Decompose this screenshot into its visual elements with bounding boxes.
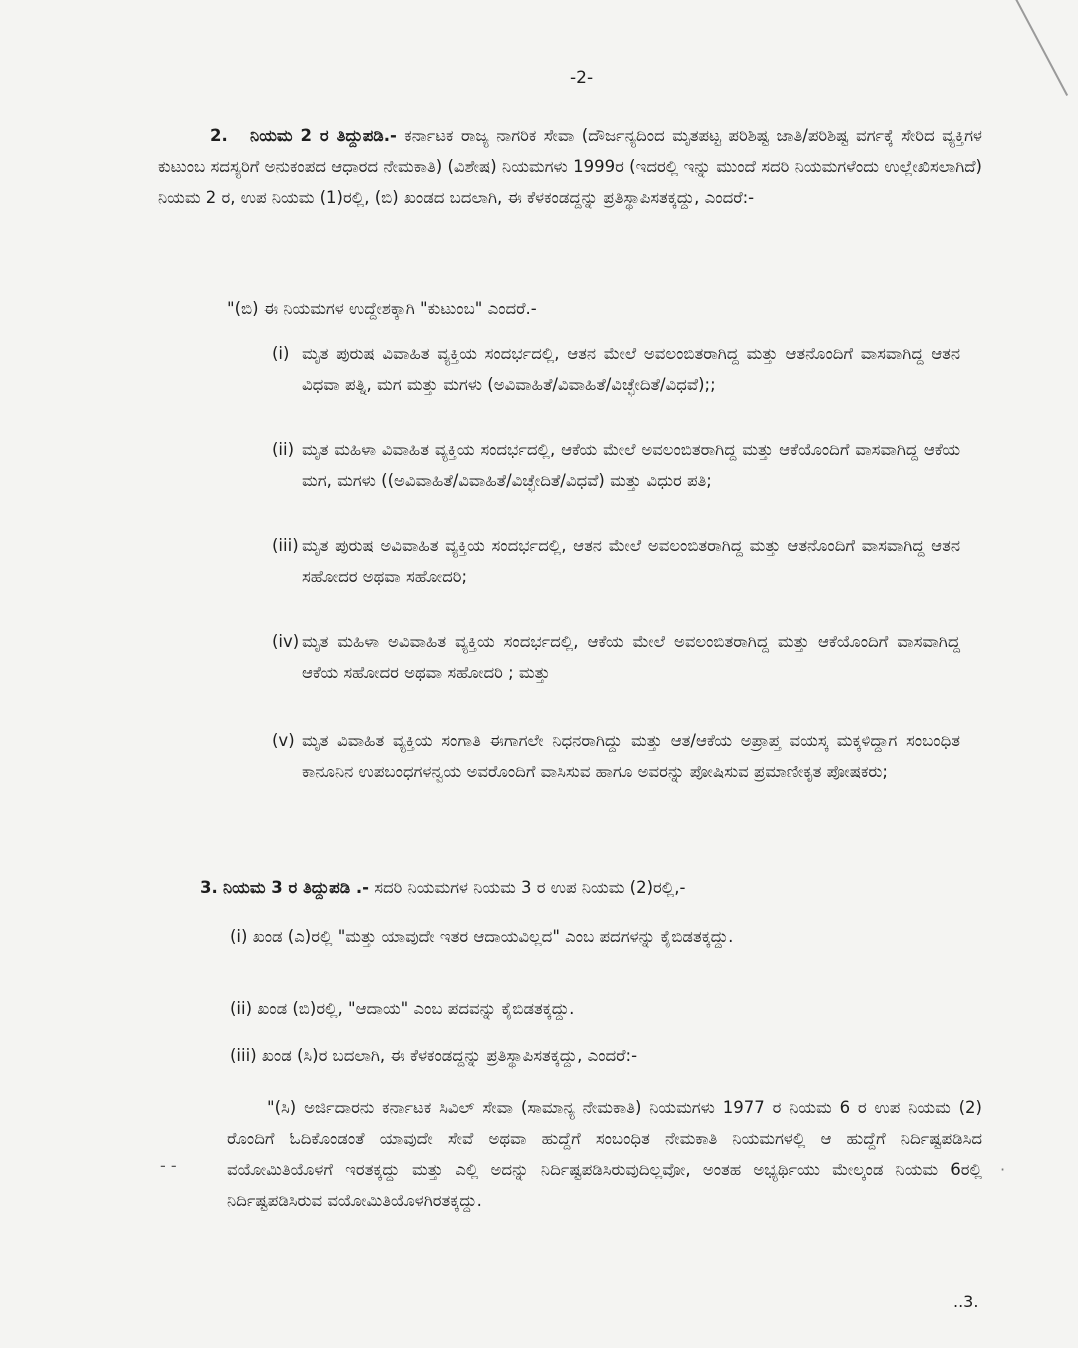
section-3-item-iii: (iii) ಖಂಡ (ಸಿ)ರ ಬದಲಾಗಿ, ಈ ಕೆಳಕಂಡದ್ದನ್ನು ಪ್ರತಿಸ್ಥಾಪಿಸತಕ್ಕದ್ದು, ಎಂದರೆ:- [230,1046,638,1065]
section-3-number: 3. [200,878,218,897]
list-item [272,530,960,623]
list-item [272,434,960,527]
section-3-heading: ನಿಯಮ 3 ರ ತಿದ್ದುಪಡಿ .- [223,878,369,897]
section-2-number: 2. [210,126,228,145]
list-item [272,725,960,849]
list-item-marker: (iii) [272,536,299,555]
list-item [272,338,960,431]
list-item [272,626,960,719]
margin-mark: - - [160,1156,177,1175]
list-item-text: ಮೃತ ಮಹಿಳಾ ಅವಿವಾಹಿತ ವ್ಯಕ್ತಿಯ ಸಂದರ್ಭದಲ್ಲಿ, ಆಕೆಯ ಮೇಲೆ ಅವಲಂಬಿತರಾಗಿದ್ದ ಮತ್ತು ಆಕೆಯೊಂದಿಗೆ ವಾಸವಾಗಿದ್ದ ಆಕೆಯ ಸಹೋದರ ಅಥವಾ ಸಹೋದರಿ ; ಮತ್ತು [302,632,960,682]
next-page-indicator: ..3. [953,1292,979,1311]
page-edge-shadow [1010,0,1068,96]
section-2-heading: ನಿಯಮ 2 ರ ತಿದ್ದುಪಡಿ.- [250,126,397,145]
list-item-marker: (i) [272,344,290,363]
section-3-heading-line [200,872,980,903]
list-item-marker: (v) [272,731,295,750]
section-2-paragraph [158,120,982,213]
list-item-marker: (ii) [272,440,295,459]
list-item-text: ಮೃತ ಪುರುಷ ವಿವಾಹಿತ ವ್ಯಕ್ತಿಯ ಸಂದರ್ಭದಲ್ಲಿ, ಆತನ ಮೇಲೆ ಅವಲಂಬಿತರಾಗಿದ್ದ ಮತ್ತು ಆತನೊಂದಿಗೆ ವಾಸವಾಗಿದ್ದ ಆತನ ವಿಧವಾ ಪತ್ನಿ, ಮಗ ಮತ್ತು ಮಗಳು (ಅವಿವಾಹಿತೆ/ವಿವಾಹಿತೆ/ವಿಚ್ಛೇದಿತೆ/ವಿಧವೆ);; [302,344,960,394]
clause-c-paragraph: "(ಸಿ) ಅರ್ಜಿದಾರನು ಕರ್ನಾಟಕ ಸಿವಿಲ್ ಸೇವಾ (ಸಾಮಾನ್ಯ ನೇಮಕಾತಿ) ನಿಯಮಗಳು 1977 ರ ನಿಯಮ 6 ರ ಉಪ ನಿಯಮ (2) ರೊಂದಿಗೆ ಓದಿಕೊಂಡಂತೆ ಯಾವುದೇ ಸೇವೆ ಅಥವಾ ಹುದ್ದೆಗೆ ಸಂಬಂಧಿತ ನೇಮಕಾತಿ ನಿಯಮಗಳಲ್ಲಿ ಆ ಹುದ್ದೆಗೆ ನಿರ್ದಿಷ್ಟಪಡಿಸಿದ ವಯೋಮಿತಿಯೊಳಗೆ ಇರತಕ್ಕದ್ದು ಮತ್ತು ಎಲ್ಲಿ ಅದನ್ನು ನಿರ್ದಿಷ್ಟಪಡಿಸಿರುವುದಿಲ್ಲವೋ, ಅಂತಹ ಅಭ್ಯರ್ಥಿಯು ಮೇಲ್ಕಂಡ ನಿಯಮ 6ರಲ್ಲಿ ನಿರ್ದಿಷ್ಟಪಡಿಸಿರುವ ವಯೋಮಿತಿಯೊಳಗಿರತಕ್ಕದ್ದು. [227,1098,982,1210]
section-2-intro: ಕರ್ನಾಟಕ ರಾಜ್ಯ ನಾಗರಿಕ ಸೇವಾ (ದೌರ್ಜನ್ಯದಿಂದ ಮೃತಪಟ್ಟ ಪರಿಶಿಷ್ಟ ಜಾತಿ/ಪರಿಶಿಷ್ಟ ವರ್ಗಕ್ಕೆ ಸೇರಿದ ವ್ಯಕ್ತಿಗಳ ಕುಟುಂಬ ಸದಸ್ಯರಿಗೆ ಅನುಕಂಪದ ಆಧಾರದ ನೇಮಕಾತಿ) (ವಿಶೇಷ) ನಿಯಮಗಳು 1999ರ (ಇದರಲ್ಲಿ ಇನ್ನು ಮುಂದೆ ಸದರಿ ನಿಯಮಗಳೆಂದು ಉಲ್ಲೇಖಿಸಲಾಗಿದೆ) ನಿಯಮ 2 ರ, ಉಪ ನಿಯಮ (1)ರಲ್ಲಿ, (ಬಿ) ಖಂಡದ ಬದಲಾಗಿ, ಈ ಕೆಳಕಂಡದ್ದನ್ನು ಪ್ರತಿಸ್ಥಾಪಿಸತಕ್ಕದ್ದು, ಎಂದರೆ:- [158,126,982,207]
section-3-item-ii: (ii) ಖಂಡ (ಬಿ)ರಲ್ಲಿ, "ಆದಾಯ" ಎಂಬ ಪದವನ್ನು ಕೈಬಿಡತಕ್ಕದ್ದು. [230,999,575,1018]
list-item-marker: (iv) [272,632,300,651]
scan-speck: · [1000,1160,1006,1179]
list-item-text: ಮೃತ ವಿವಾಹಿತ ವ್ಯಕ್ತಿಯ ಸಂಗಾತಿ ಈಗಾಗಲೇ ನಿಧನರಾಗಿದ್ದು ಮತ್ತು ಆತ/ಆಕೆಯ ಅಪ್ರಾಪ್ತ ವಯಸ್ಕ ಮಕ್ಕಳಿದ್ದಾಗ ಸಂಬಂಧಿತ ಕಾನೂನಿನ ಉಪಬಂಧಗಳನ್ವಯ ಅವರೊಂದಿಗೆ ವಾಸಿಸುವ ಹಾಗೂ ಅವರನ್ನು ಪೋಷಿಸುವ ಪ್ರಮಾಣೀಕೃತ ಪೋಷಕರು; [302,731,960,781]
list-item-text: ಮೃತ ಮಹಿಳಾ ವಿವಾಹಿತ ವ್ಯಕ್ತಿಯ ಸಂದರ್ಭದಲ್ಲಿ, ಆಕೆಯ ಮೇಲೆ ಅವಲಂಬಿತರಾಗಿದ್ದ ಮತ್ತು ಆಕೆಯೊಂದಿಗೆ ವಾಸವಾಗಿದ್ದ ಆಕೆಯ ಮಗ, ಮಗಳು ((ಅವಿವಾಹಿತೆ/ವಿವಾಹಿತೆ/ವಿಚ್ಛೇದಿತೆ/ವಿಧವೆ) ಮತ್ತು ವಿಧುರ ಪತಿ; [302,440,960,490]
list-item-text: ಮೃತ ಪುರುಷ ಅವಿವಾಹಿತ ವ್ಯಕ್ತಿಯ ಸಂದರ್ಭದಲ್ಲಿ, ಆತನ ಮೇಲೆ ಅವಲಂಬಿತರಾಗಿದ್ದ ಮತ್ತು ಆತನೊಂದಿಗೆ ವಾಸವಾಗಿದ್ದ ಆತನ ಸಹೋದರ ಅಥವಾ ಸಹೋದರಿ; [302,536,960,586]
page-number: -2- [570,68,594,88]
clause-b-definition: "(ಬಿ) ಈ ನಿಯಮಗಳ ಉದ್ದೇಶಕ್ಕಾಗಿ "ಕುಟುಂಬ" ಎಂದರೆ.- [227,299,537,318]
section-3-item-i: (i) ಖಂಡ (ಎ)ರಲ್ಲಿ "ಮತ್ತು ಯಾವುದೇ ಇತರ ಆದಾಯವಿಲ್ಲದ" ಎಂಬ ಪದಗಳನ್ನು ಕೈಬಿಡತಕ್ಕದ್ದು. [230,927,734,946]
section-3-intro: ಸದರಿ ನಿಯಮಗಳ ನಿಯಮ 3 ರ ಉಪ ನಿಯಮ (2)ರಲ್ಲಿ,- [374,878,686,897]
